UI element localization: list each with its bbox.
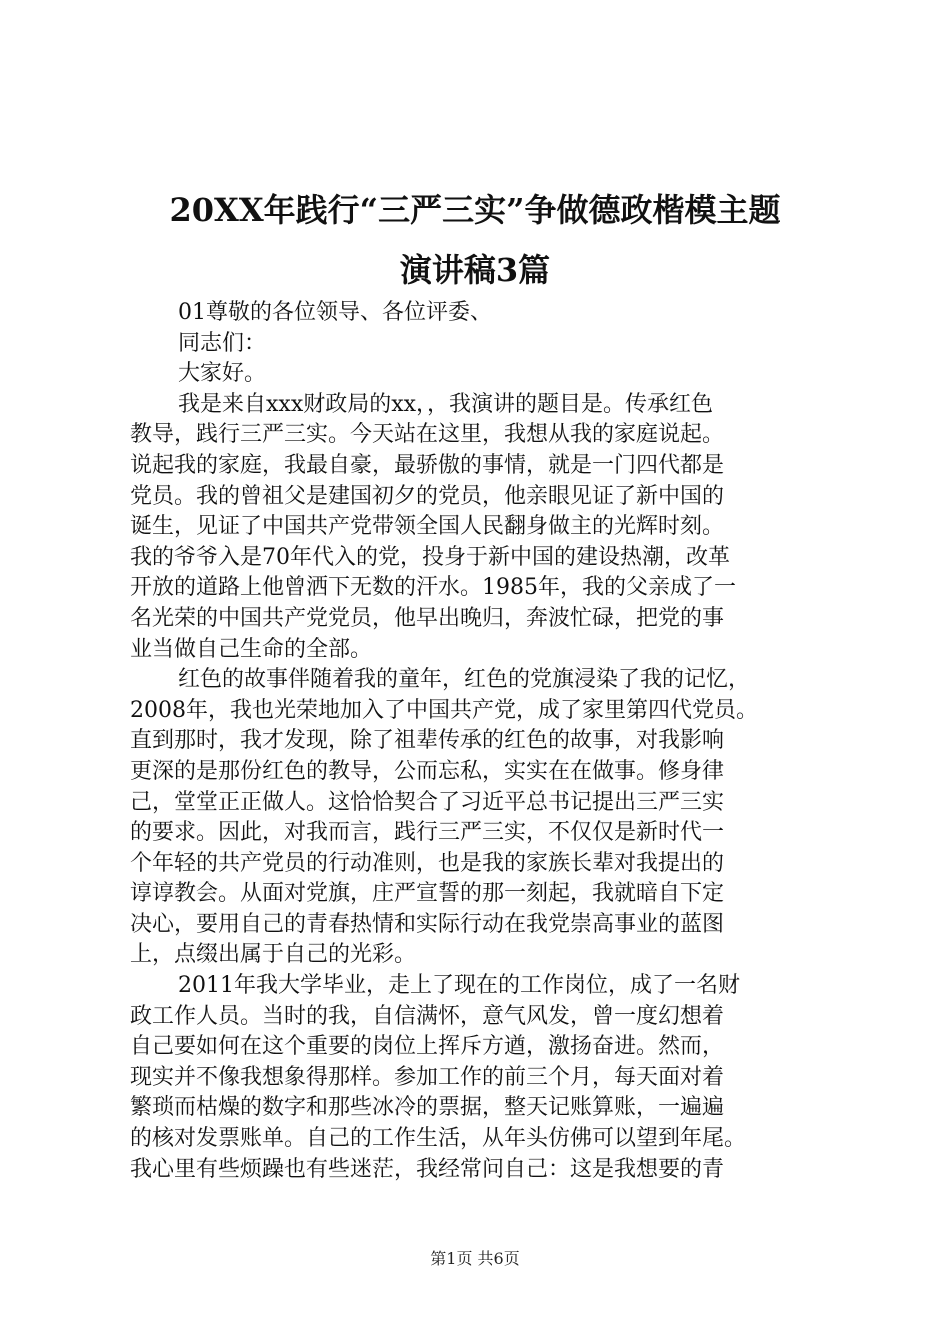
body-line: 大家好。 [178,361,267,387]
body-line: 我的爷爷入是70年代入的党，投身于新中国的建设热潮，改革 [130,544,730,570]
body-line: 名光荣的中国共产党党员，他早出晚归，奔波忙碌，把党的事 [130,605,725,631]
body-line: 更深的是那份红色的教导，公而忘私，实实在在做事。修身律 [130,758,725,784]
body-line: 我心里有些烦躁也有些迷茫，我经常问自己：这是我想要的青 [130,1156,725,1182]
body-line: 上，点缀出属于自己的光彩。 [130,942,417,968]
body-line: 教导，践行三严三实。今天站在这里，我想从我的家庭说起。 [130,422,725,448]
body-line: 同志们： [178,330,267,356]
body-line: 开放的道路上他曾洒下无数的汗水。1985年，我的父亲成了一 [130,575,736,601]
body-line: 2008年，我也光荣地加入了中国共产党，成了家里第四代党员。 [130,697,758,723]
document-title-line1: 20XX年践行“三严三实”争做德政楷模主题 [169,191,781,229]
document-body [130,298,830,1185]
body-line: 2011年我大学毕业，走上了现在的工作岗位，成了一名财 [178,973,740,999]
body-line: 直到那时，我才发现，除了祖辈传承的红色的故事，对我影响 [130,728,725,754]
body-line: 党员。我的曾祖父是建国初夕的党员，他亲眼见证了新中国的 [130,483,725,509]
body-line: 己，堂堂正正做人。这恰恰契合了习近平总书记提出三严三实 [130,789,725,815]
body-line: 业当做自己生命的全部。 [130,636,373,662]
body-line: 决心，要用自己的青春热情和实际行动在我党崇高事业的蓝图 [130,911,725,937]
body-line: 的要求。因此，对我而言，践行三严三实，不仅仅是新时代一 [130,820,725,846]
body-line: 自己要如何在这个重要的岗位上挥斥方遒，激扬奋进。然而， [130,1034,725,1060]
document-title-line2: 演讲稿3篇 [399,251,551,289]
body-line: 政工作人员。当时的我，自信满怀，意气风发，曾一度幻想着 [130,1003,725,1029]
body-line: 的核对发票账单。自己的工作生活，从年头仿佛可以望到年尾。 [130,1126,747,1152]
body-line: 我是来自xxx财政局的xx，，我演讲的题目是。传承红色 [178,391,714,417]
body-line: 现实并不像我想象得那样。参加工作的前三个月，每天面对着 [130,1064,725,1090]
body-line: 说起我的家庭，我最自豪，最骄傲的事情，就是一门四代都是 [130,452,725,478]
body-line: 谆谆教会。从面对党旗，庄严宣誓的那一刻起，我就暗自下定 [130,881,725,907]
body-line: 01尊敬的各位领导、各位评委、 [178,300,492,325]
body-line: 红色的故事伴随着我的童年，红色的党旗浸染了我的记忆， [178,667,751,693]
body-line: 个年轻的共产党员的行动准则，也是我的家族长辈对我提出的 [130,850,725,876]
page-footer: 第1页 共6页 [430,1249,520,1268]
body-line: 诞生，见证了中国共产党带领全国人民翻身做主的光辉时刻。 [130,514,725,540]
body-line: 繁琐而枯燥的数字和那些冰冷的票据，整天记账算账，一遍遍 [130,1095,725,1121]
